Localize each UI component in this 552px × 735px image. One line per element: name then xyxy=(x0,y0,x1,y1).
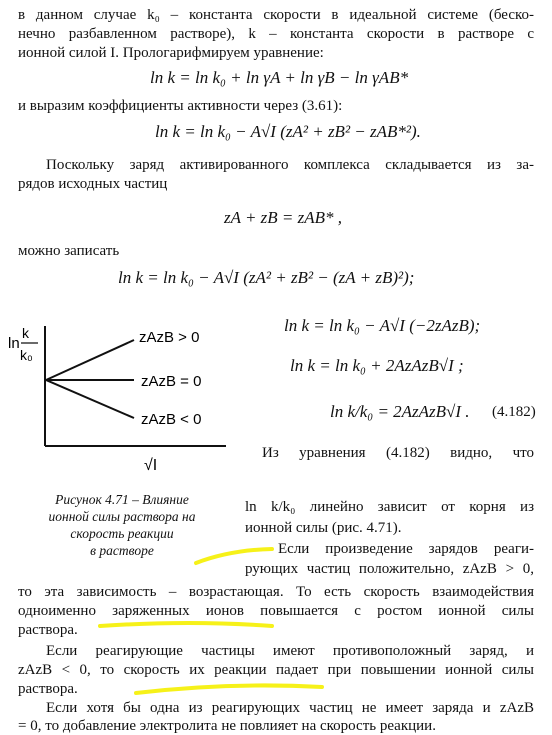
text-line: раствора. xyxy=(18,622,78,638)
equation-1: ln k = ln k₀ + ln γA + ln γB − ln γAB* xyxy=(150,68,409,87)
text-line: Поскольку заряд активированного комплекса складывается из за- xyxy=(46,157,534,173)
highlight-stroke xyxy=(100,623,272,626)
text-line: = 0, то добавление электролита не повлияет на скорость реакции. xyxy=(18,718,436,734)
text-line: Если хотя бы одна из реагирующих частиц не имеет заряда и zAzB xyxy=(46,700,534,716)
equation-5: ln k = ln k₀ − A√I (−2zAzB); xyxy=(284,316,481,335)
equation-6: ln k = ln k₀ + 2AzAzB√I ; xyxy=(290,356,464,375)
caption-line: скорость реакции xyxy=(70,526,174,541)
text-line: то эта зависимость – возрастающая. То есть скорость взаимодействия xyxy=(18,584,534,600)
text-line: и выразим коэффициенты активности через (3.61): xyxy=(18,98,343,114)
text-line: ln k/k₀ линейно зависит от корня из xyxy=(245,499,534,515)
label-zero: zAzB = 0 xyxy=(141,373,202,390)
caption-line: ионной силы раствора на xyxy=(48,509,196,524)
equation-number: (4.182) xyxy=(492,404,536,420)
text-line: Если реагирующие частицы имеют противоположный заряд, и xyxy=(46,643,534,659)
text-line: рующих частиц положительно, zAzB > 0, xyxy=(245,561,534,577)
caption-line: Рисунок 4.71 – Влияние xyxy=(55,492,189,507)
highlight-stroke xyxy=(136,685,322,693)
caption-line: в растворе xyxy=(90,543,154,558)
text-line: можно записать xyxy=(18,243,120,259)
equation-3: zA + zB = zAB* , xyxy=(224,208,343,227)
text-line: Если произведение зарядов реаги- xyxy=(278,541,534,557)
text-line: в данном случае k₀ – константа скорости в идеальной системе (беско- xyxy=(18,7,534,23)
text-line: одноименно заряженных ионов повышается с ростом ионной силы xyxy=(18,603,534,619)
xlabel: √I xyxy=(144,457,158,474)
text-line: ионной силы (рис. 4.71). xyxy=(245,520,402,536)
highlight-stroke xyxy=(196,549,272,563)
label-negative: zAzB < 0 xyxy=(141,411,202,428)
label-positive: zAzB > 0 xyxy=(139,329,200,346)
ylabel-bottom: k₀ xyxy=(20,347,33,363)
equation-7: ln k/k₀ = 2AzAzB√I . xyxy=(330,402,470,421)
ylabel-top: k xyxy=(22,325,29,341)
equation-4: ln k = ln k₀ − A√I (zA² + zB² − (zA + zB)²); xyxy=(118,268,415,287)
text-line: рядов исходных частиц xyxy=(18,176,168,192)
text-line: zAzB < 0, то скорость их реакции падает при повышении ионной силы xyxy=(18,662,534,678)
text-line: раствора. xyxy=(18,681,78,697)
text-line: Из уравнения (4.182) видно, что xyxy=(262,445,534,461)
text-line: нечно разбавленном растворе), k – константа скорости в растворе с xyxy=(18,26,534,42)
ylabel-ln: ln xyxy=(8,335,20,352)
equation-2: ln k = ln k₀ − A√I (zA² + zB² − zAB*²). xyxy=(155,122,421,141)
text-line: ионной силой I. Прологарифмируем уравнение: xyxy=(18,45,324,61)
